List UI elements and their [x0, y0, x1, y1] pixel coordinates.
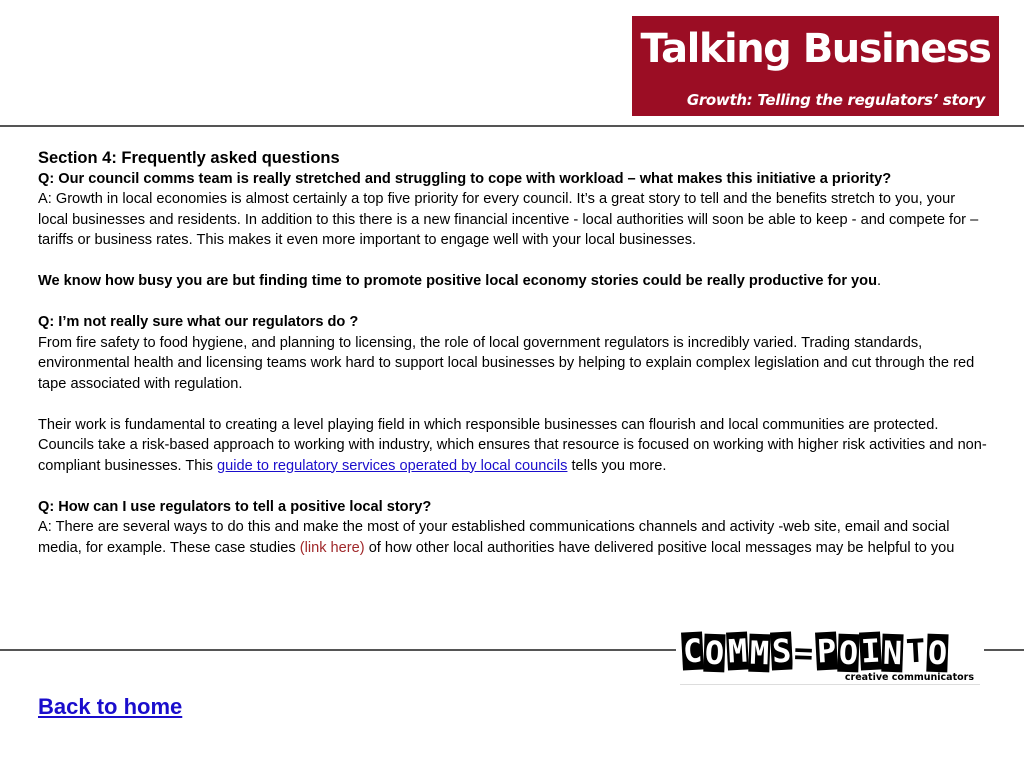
banner-subtitle: Growth: Telling the regulators’ story [686, 91, 985, 109]
banner-title: Talking Business [640, 26, 991, 72]
faq-answer-3: A: There are several ways to do this and make the most of your established communications channels and activity -web site, email and social media, for example. These case studies (link here) of how other local authorities have delivered positive local messages may be helpful to you [38, 519, 955, 556]
faq-section [38, 148, 988, 558]
top-divider [0, 125, 1024, 127]
faq-answer-2a: From fire safety to food hygiene, and planning to licensing, the role of local government regulators is incredibly varied. Trading standards, environmental health and licensing teams work hard to support local businesses by helping to explain complex legislation and cut through the red tape associated with regulation. [38, 334, 975, 392]
bottom-divider [0, 649, 676, 651]
faq-emphasis: We know how busy you are but finding time to promote positive local economy stories could be really productive for you. [38, 273, 882, 289]
section-heading: Section 4: Frequently asked questions [38, 149, 340, 167]
case-studies-link[interactable]: (link here) [299, 539, 365, 556]
commspointo-logo [680, 630, 980, 686]
faq-question-3: Q: How can I use regulators to tell a positive local story? [38, 498, 432, 515]
faq-answer-2b: Their work is fundamental to creating a level playing field in which responsible businesses can flourish and local communities are protected. Councils take a risk-based approach to working with industry, which ensures that resource is focused on working with higher risk activities and non-compliant businesses. This guide to regulatory services operated by local councils tells you more. [38, 416, 987, 474]
faq-question-1: Q: Our council comms team is really stretched and struggling to cope with workload – what makes this initiative a priority? [38, 170, 892, 187]
bottom-divider-right [984, 649, 1024, 651]
faq-question-2: Q: I’m not really sure what our regulators do ? [38, 314, 359, 330]
talking-business-banner [632, 16, 999, 116]
regulatory-guide-link[interactable]: guide to regulatory services operated by local councils [217, 457, 568, 474]
logo-wordmark: COMMS=POINTO [682, 631, 948, 673]
faq-answer-1: A: Growth in local economies is almost certainly a top five priority for every council. It’s a great story to tell and the benefits stretch to you, your local businesses and residents. In addition to this there is a new financial incentive - local authorities will soon be able to keep - and compete for – tariffs or business rates. This makes it even more important to engage well with your local businesses. [38, 191, 979, 248]
back-to-home-link[interactable]: Back to home [38, 694, 183, 719]
logo-tagline: creative communicators [844, 672, 974, 683]
